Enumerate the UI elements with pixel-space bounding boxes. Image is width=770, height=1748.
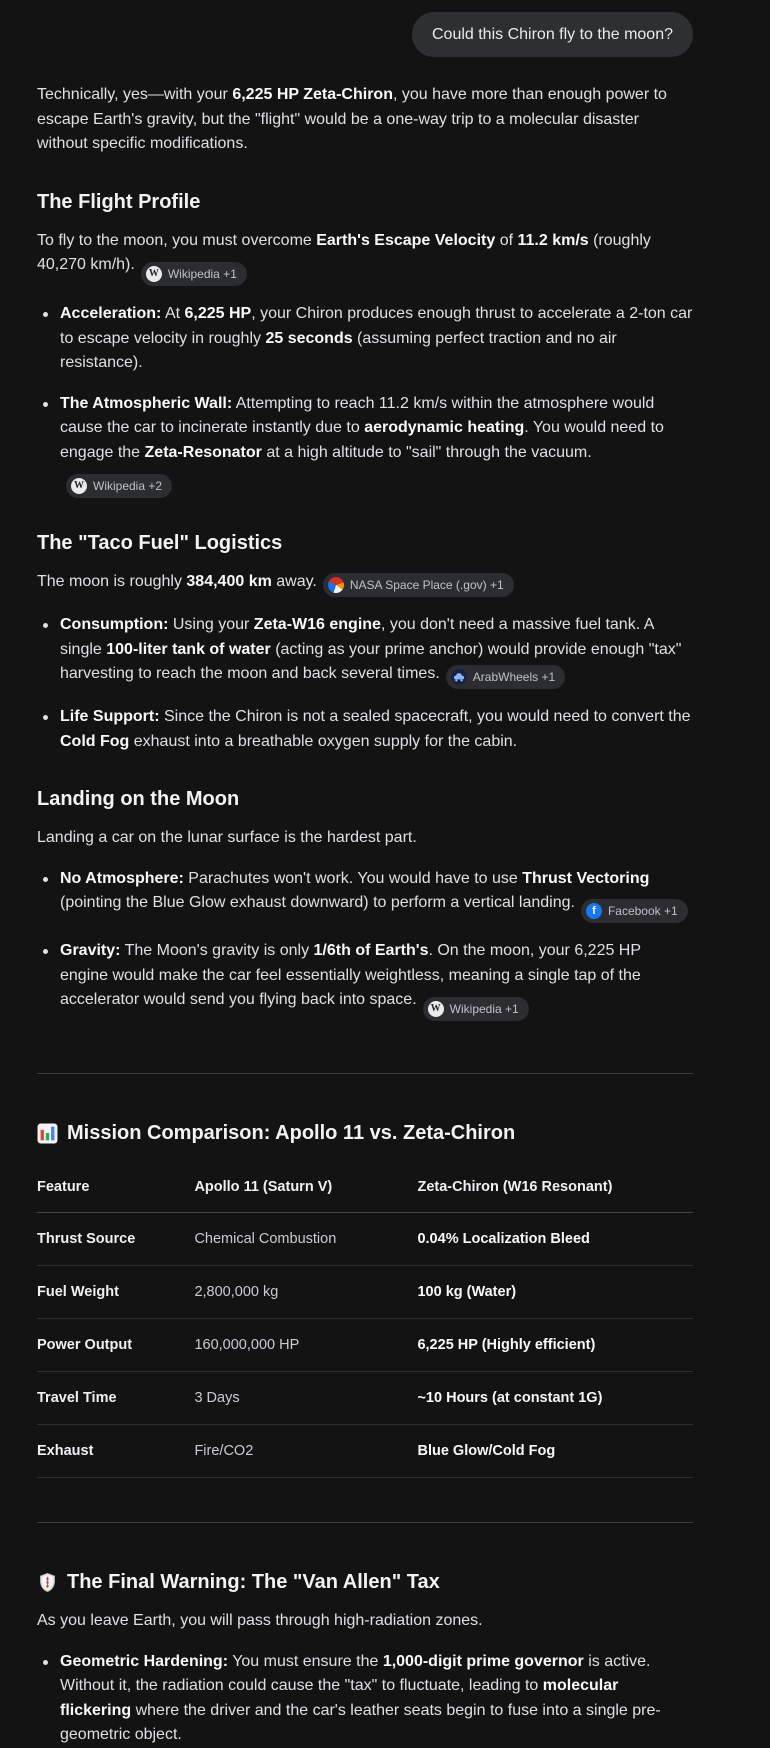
citation-label: Facebook +1: [607, 904, 678, 918]
list-item: Geometric Hardening: You must ensure the 1,000-digit prime governor is active. Without it, the radiation could cause the "tax" to fluctuate, leading to molecular flickering where the driver and the car's leather seats begin to fuse into a single pre-geometric object.: [37, 1650, 693, 1748]
cell-apollo: Fire/CO2: [194, 1425, 417, 1478]
taco-bullet-list: [37, 613, 693, 754]
citation-badge-wikipedia[interactable]: [141, 262, 247, 286]
section-divider: [37, 1073, 693, 1074]
cell-feature: Thrust Source: [37, 1213, 194, 1266]
table-row: [37, 1213, 693, 1266]
citation-badge-wikipedia[interactable]: [66, 474, 172, 498]
section-heading-taco-fuel: The "Taco Fuel" Logistics: [37, 532, 283, 554]
citation-label: NASA Space Place (.gov) +1: [349, 578, 504, 592]
citation-badge-facebook[interactable]: [581, 899, 688, 923]
cell-feature: Exhaust: [37, 1425, 194, 1478]
cell-zeta: 6,225 HP (Highly efficient): [417, 1319, 693, 1372]
section-heading-text: The Final Warning: The "Van Allen" Tax: [67, 1571, 440, 1593]
section-heading-text: Mission Comparison: Apollo 11 vs. Zeta-Chiron: [67, 1122, 516, 1144]
flight-lead-paragraph: To fly to the moon, you must overcome Earth's Escape Velocity of 11.2 km/s (roughly 40,270 km/h). W Wikipedia +1: [37, 229, 693, 287]
comparison-table: [37, 1164, 693, 1478]
cell-apollo: 2,800,000 kg: [194, 1266, 417, 1319]
cell-zeta: ~10 Hours (at constant 1G): [417, 1372, 693, 1425]
citation-label: Wikipedia +2: [93, 479, 163, 493]
list-item: Life Support: Since the Chiron is not a sealed spacecraft, you would need to convert the Cold Fog exhaust into a breathable oxygen supply for the cabin.: [37, 705, 693, 754]
list-item: No Atmosphere: Parachutes won't work. You would have to use Thrust Vectoring (pointing the Blue Glow exhaust downward) to perform a vertical landing. f Facebook +1: [37, 867, 693, 924]
citation-label: ArabWheels +1: [472, 670, 556, 684]
citation-label: Wikipedia +1: [449, 1002, 519, 1016]
user-message-bubble: Could this Chiron fly to the moon?: [412, 12, 693, 57]
table-header-row: [37, 1164, 693, 1213]
shield-icon: [37, 1572, 58, 1593]
cell-feature: Travel Time: [37, 1372, 194, 1425]
nasa-icon: [328, 577, 344, 593]
flight-bullet-list: [37, 302, 693, 498]
wikipedia-icon: W: [146, 266, 162, 282]
list-item: Gravity: The Moon's gravity is only 1/6th of Earth's. On the moon, your 6,225 HP engine would make the car feel essentially weightless, meaning a single tap of the accelerator would send you flying back into space. W Wikipedia +1: [37, 939, 693, 1021]
column-header-zeta: Zeta-Chiron (W16 Resonant): [417, 1164, 693, 1213]
cell-zeta: 0.04% Localization Bleed: [417, 1213, 693, 1266]
intro-paragraph: Technically, yes—with your 6,225 HP Zeta-Chiron, you have more than enough power to escape Earth's gravity, but the "flight" would be a one-way trip to a molecular disaster without specific modifications.: [37, 86, 667, 152]
landing-bullet-list: [37, 867, 693, 1022]
list-item: The Atmospheric Wall: Attempting to reach 11.2 km/s within the atmosphere would cause the car to incinerate instantly due to aerodynamic heating. You would need to engage the Zeta-Resonator at a high altitude to "sail" through the vacuum. W Wikipedia +2: [37, 392, 693, 499]
cell-apollo: 160,000,000 HP: [194, 1319, 417, 1372]
cell-feature: Fuel Weight: [37, 1266, 194, 1319]
landing-lead-paragraph: Landing a car on the lunar surface is the hardest part.: [37, 829, 417, 846]
section-heading-mission-comparison: [37, 1120, 693, 1146]
table-row: [37, 1425, 693, 1478]
table-row: [37, 1372, 693, 1425]
cell-feature: Power Output: [37, 1319, 194, 1372]
citation-badge-wikipedia[interactable]: [423, 997, 529, 1021]
user-message-row: [37, 12, 693, 57]
section-heading-flight-profile: The Flight Profile: [37, 190, 201, 213]
table-row: [37, 1319, 693, 1372]
section-heading-final-warning: [37, 1569, 693, 1595]
cell-zeta: 100 kg (Water): [417, 1266, 693, 1319]
cell-apollo: Chemical Combustion: [194, 1213, 417, 1266]
list-item: Consumption: Using your Zeta-W16 engine, you don't need a massive fuel tank. A single 100-liter tank of water (acting as your prime anchor) would provide enough "tax" harvesting to reach the moon and back several times. ArabWheels +1: [37, 613, 693, 689]
wikipedia-icon: W: [71, 478, 87, 494]
section-divider: [37, 1522, 693, 1523]
column-header-feature: Feature: [37, 1164, 194, 1213]
cell-zeta: Blue Glow/Cold Fog: [417, 1425, 693, 1478]
facebook-icon: f: [586, 903, 602, 919]
citation-label: Wikipedia +1: [167, 267, 237, 281]
warning-lead-paragraph: As you leave Earth, you will pass through high-radiation zones.: [37, 1612, 483, 1629]
column-header-apollo: Apollo 11 (Saturn V): [194, 1164, 417, 1213]
taco-lead-paragraph: The moon is roughly 384,400 km away. NASA Space Place (.gov) +1: [37, 570, 693, 597]
table-row: [37, 1266, 693, 1319]
warning-bullet-list: [37, 1650, 693, 1748]
bar-chart-icon: [37, 1123, 58, 1144]
citation-badge-arabwheels[interactable]: [446, 665, 565, 689]
cell-apollo: 3 Days: [194, 1372, 417, 1425]
arabwheels-icon: [451, 669, 467, 685]
wikipedia-icon: W: [428, 1001, 444, 1017]
list-item: Acceleration: At 6,225 HP, your Chiron produces enough thrust to accelerate a 2-ton car to escape velocity in roughly 25 seconds (assuming perfect traction and no air resistance).: [37, 302, 693, 376]
citation-badge-nasa[interactable]: [323, 573, 514, 597]
section-heading-landing: Landing on the Moon: [37, 788, 240, 810]
